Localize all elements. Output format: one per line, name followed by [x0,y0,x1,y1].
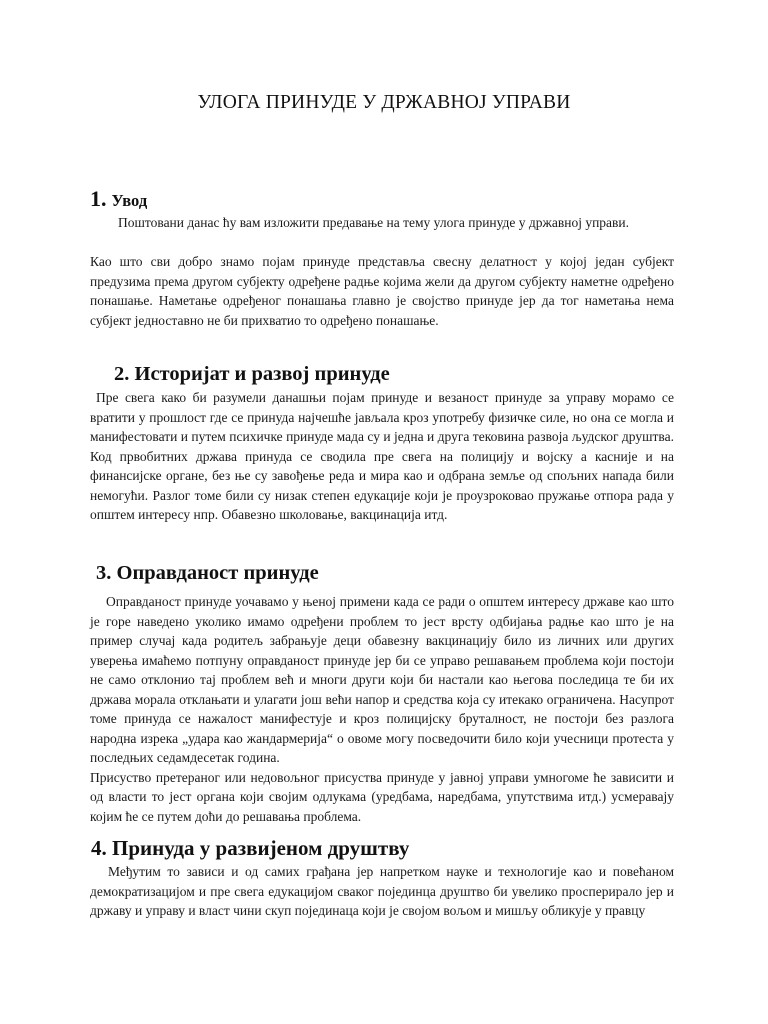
section-4-paragraph-1: Међутим то зависи и од самих грађана јер напретком науке и технологије као и повећаном демократизацијом и пре свега едукацијом сваког појединца друштво би увелико просперирало јер и државу и управу и власт чини скуп појединаца који је својом вољом и мишљу обликује у правцу [90,864,674,918]
section-1-heading-text: Увод [111,191,148,210]
section-4-heading: 4. Принуда у развијеном друштву [91,836,410,860]
section-3-heading: 3. Оправданост принуде [96,562,319,584]
section-1-number: 1. [90,186,107,211]
section-2-paragraph-1: Пре свега како би разумели данашњи појам принуде и везаност принуде за управу морамо се вратити у прошлост где се принуда најчешће јављала кроз употребу физичке силе, но она се могла и манифестовати и путем психичке принуде мада су и једна и друга тековина развоја људског друштва. Код првобитних држава принуда се сводила пре свега на полицију и војску а касније и на финансијске органе, без ње су завођење реда и мира као и одбрана земље од спољних напада били немогући. Разлог томе били су низак степен едукације који је проузроковао пружање отпора рада у општем интересу нпр. Обавезно школовање, вакцинација итд. [90,390,674,522]
section-3-paragraph-1: Оправданост принуде уочавамо у њеној примени када се ради о општем интересу државе као што је горе наведено уколико имамо одређени проблем то јест врсту одбијања радње као што је на пример случај када родитељ забрањује деци обавезну вакцинацију било из личних или других уверења имаћемо потпуну оправданост принуде јер би се управо решавањем проблема који постоји не само отклонио тај проблем већ и многи други који би настали као његова последица те би их држава морала отклањати и улагати још већи напор и средства која су итекако ограничена. Насупрот томе принуда се нажалост манифестује и кроз полицијску бруталност, не постоји без разлога народна изрека „удара као жандармерија“ о овоме могу посведочити било који учесници протеста у последњих седамдесетак година. [90,594,674,765]
section-1-paragraph-1: Поштовани данас ћу вам изложити предавање на тему улога принуде у државној управи. [118,215,630,230]
section-3-body [90,592,674,826]
section-2-heading: 2. Историјат и развој принуде [114,363,390,385]
document-title: УЛОГА ПРИНУДЕ У ДРЖАВНОЈ УПРАВИ [197,92,571,113]
section-1-paragraph-2: Као што сви добро знамо појам принуде представља свесну делатност у којој један субјект предузима према другом субјекту одређене радње којима жели да другом субјекту наметне одређено понашање. Наметање одређеног понашања главно је својство принуде јер да тог наметања нема субјект једноставно не би прихватио то одређено понашање. [90,254,674,328]
section-3-paragraph-2: Присуство претераног или недовољног присуства принуде у јавној управи умногоме ће зависити и од власти то јест органа који својим одлукама (уредбама, наредбама, упутствима итд.) усмеравају којим ће се путем доћи до решавања проблема. [90,769,674,824]
section-1-heading [90,186,147,212]
